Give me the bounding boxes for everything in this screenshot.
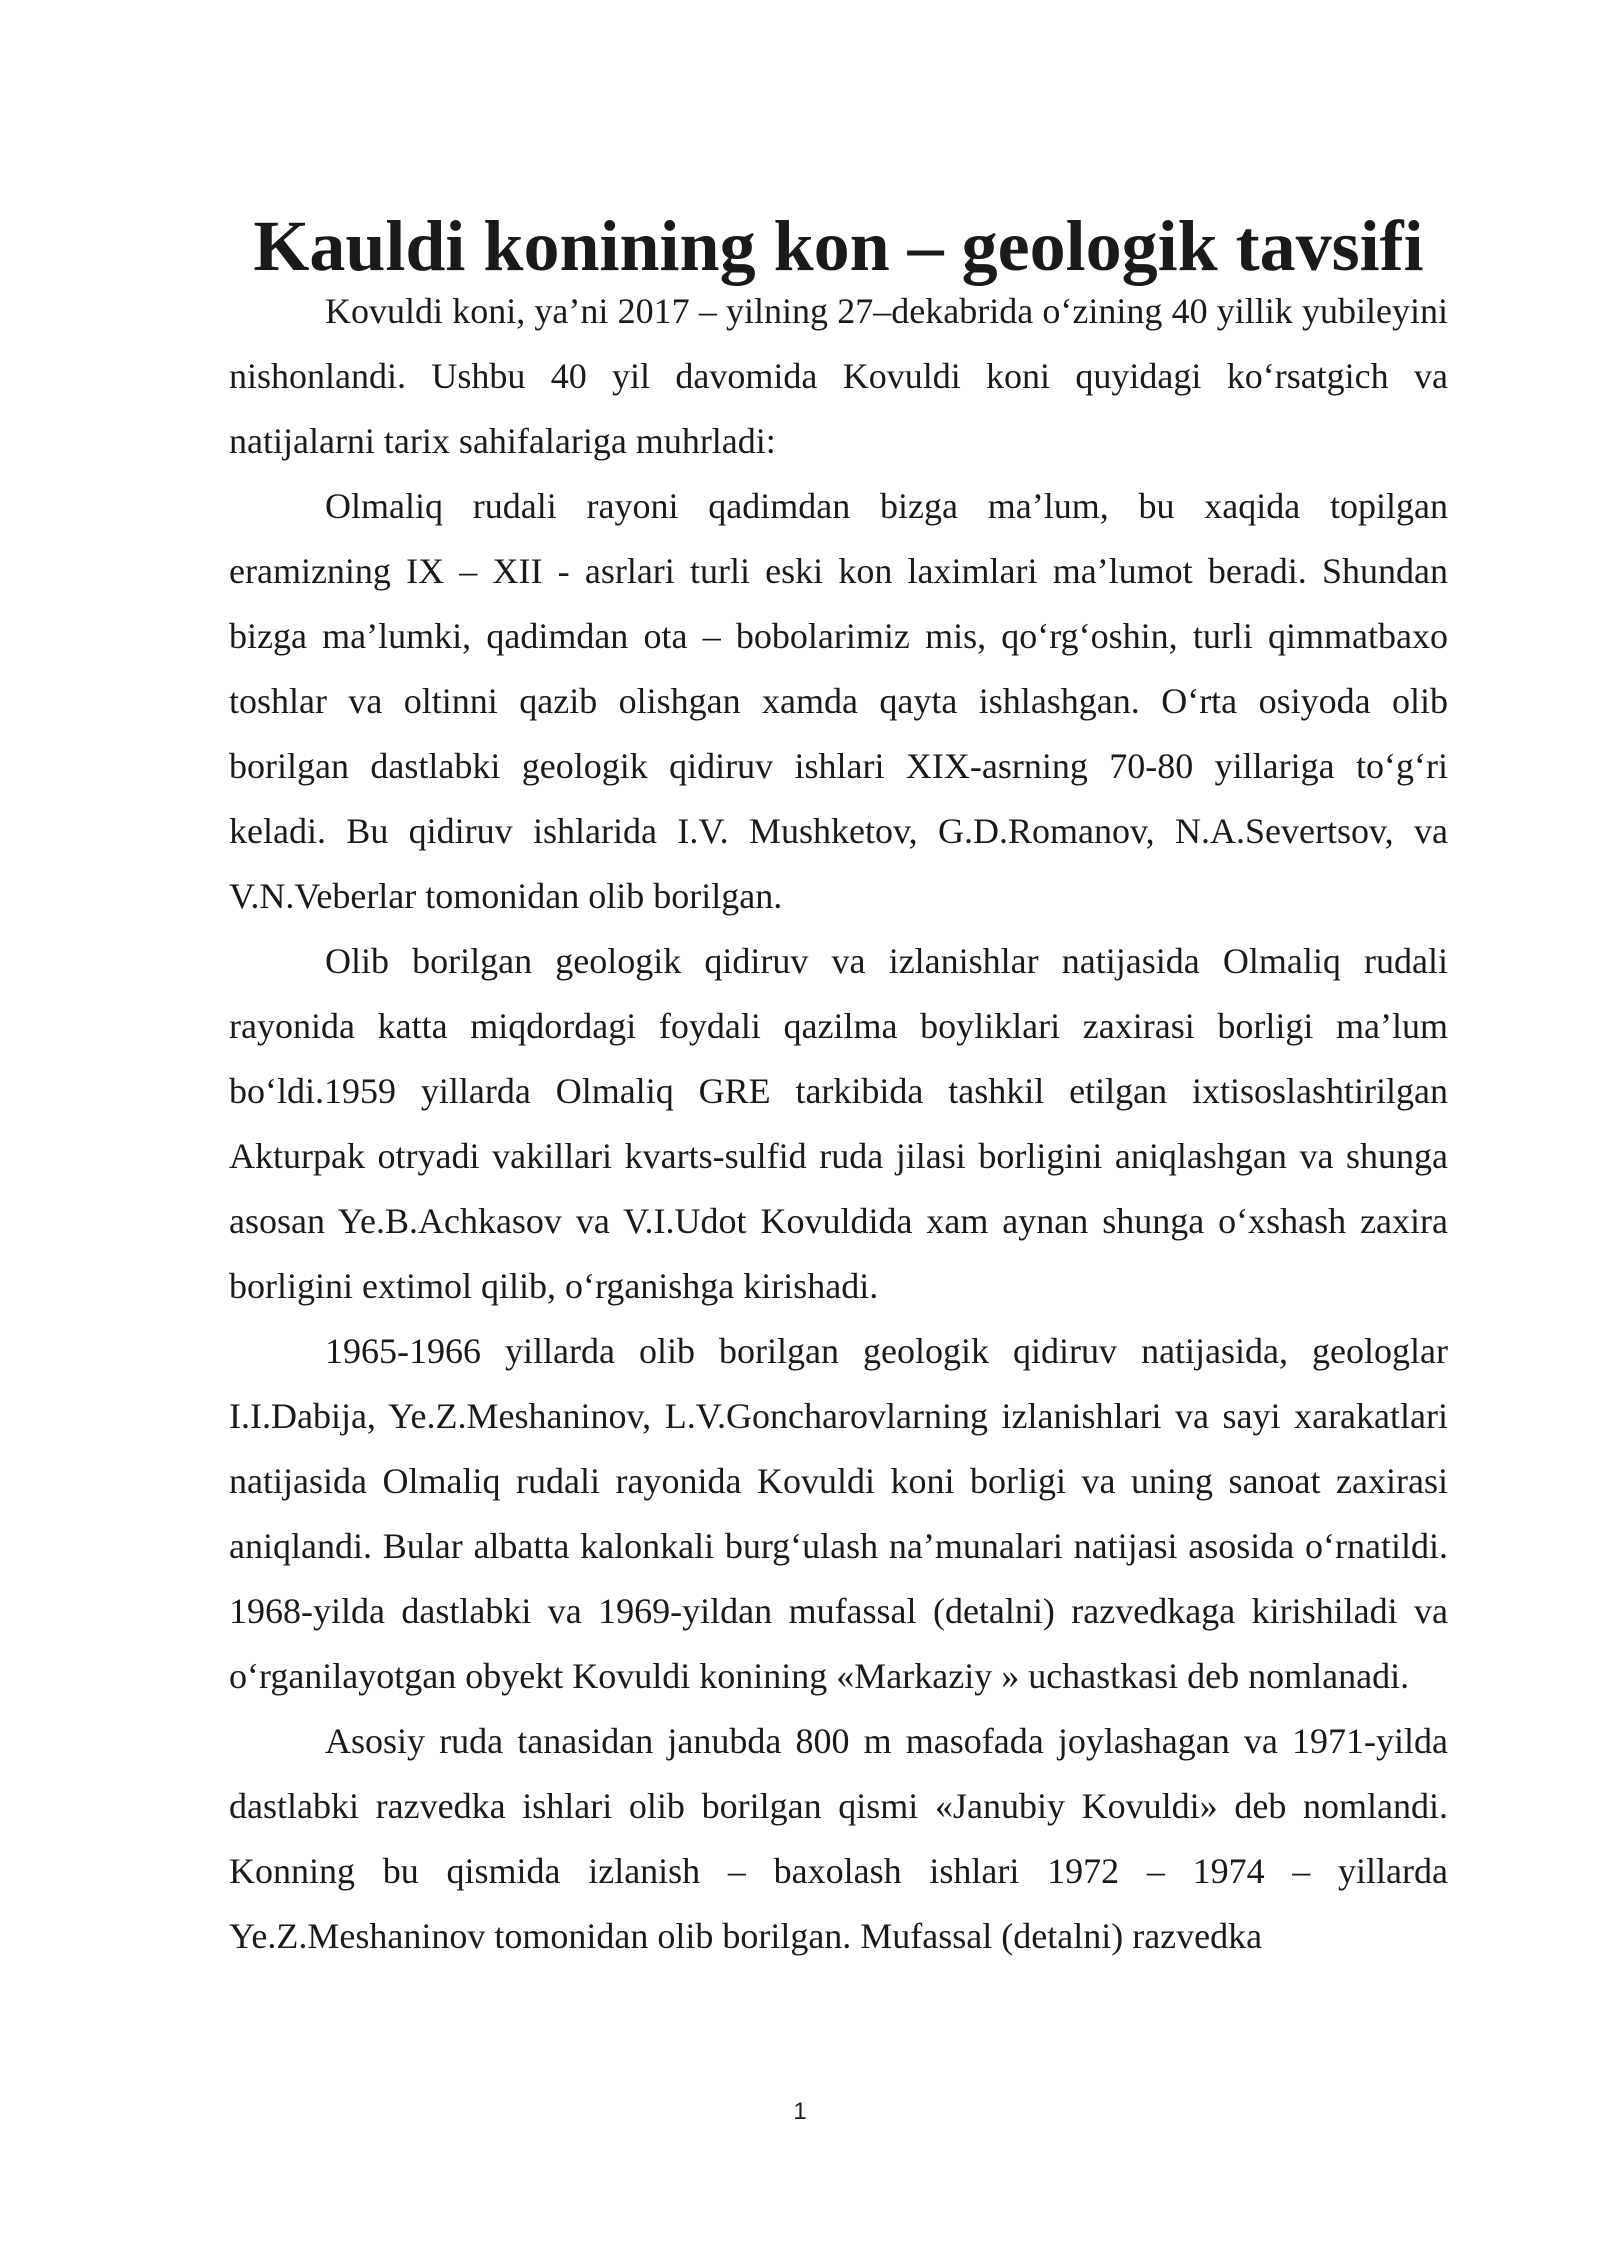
- paragraph-2: Olmaliq rudali rayoni qadimdan bizga ma’lum, bu xaqida topilgan eramizning IX – XII - asrlari turli eski kon laximlari ma’lumot beradi. Shundan bizga ma’lumki, qadimdan ota – bobolarimiz mis, qo‘rg‘oshin, turli qimmatbaxo toshlar va oltinni qazib olishgan xamda qayta ishlashgan. O‘rta osiyoda olib borilgan dastlabki geologik qidiruv ishlari XIX-asrning 70-80 yillariga to‘g‘ri keladi. Bu qidiruv ishlarida I.V. Mushketov, G.D.Romanov, N.A.Severtsov, va V.N.Veberlar tomonidan olib borilgan.: [229, 486, 1448, 916]
- page-title: Kauldi konining kon – geologik tavsifi: [253, 206, 1424, 286]
- page-number: 1: [793, 2098, 807, 2125]
- document-body: [229, 206, 1448, 1969]
- paragraph-1: Kovuldi koni, ya’ni 2017 – yilning 27–dekabrida o‘zining 40 yillik yubileyini nishonlandi. Ushbu 40 yil davomida Kovuldi koni quyidagi ko‘rsatgich va natijalarni tarix sahifalariga muhrladi:: [229, 291, 1448, 461]
- paragraph-4: 1965-1966 yillarda olib borilgan geologik qidiruv natijasida, geologlar I.I.Dabija, Ye.Z.Meshaninov, L.V.Goncharovlarning izlanishlari va sayi xarakatlari natijasida Olmaliq rudali rayonida Kovuldi koni borligi va uning sanoat zaxirasi aniqlandi. Bular albatta kalonkali burg‘ulash na’munalari natijasi asosida o‘rnatildi. 1968-yilda dastlabki va 1969-yildan mufassal (detalni) razvedkaga kirishiladi va o‘rganilayotgan obyekt Kovuldi konining «Markaziy » uchastkasi deb nomlanadi.: [229, 1331, 1448, 1696]
- paragraph-5: Asosiy ruda tanasidan janubda 800 m masofada joylashagan va 1971-yilda dastlabki razvedka ishlari olib borilgan qismi «Janubiy Kovuldi» deb nomlandi. Konning bu qismida izlanish – baxolash ishlari 1972 – 1974 – yillarda Ye.Z.Meshaninov tomonidan olib borilgan. Mufassal (detalni) razvedka: [229, 1721, 1448, 1956]
- paragraph-3: Olib borilgan geologik qidiruv va izlanishlar natijasida Olmaliq rudali rayonida katta miqdordagi foydali qazilma boyliklari zaxirasi borligi ma’lum bo‘ldi.1959 yillarda Olmaliq GRE tarkibida tashkil etilgan ixtisoslashtirilgan Akturpak otryadi vakillari kvarts-sulfid ruda jilasi borligini aniqlashgan va shunga asosan Ye.B.Achkasov va V.I.Udot Kovuldida xam aynan shunga o‘xshash zaxira borligini extimol qilib, o‘rganishga kirishadi.: [229, 941, 1448, 1306]
